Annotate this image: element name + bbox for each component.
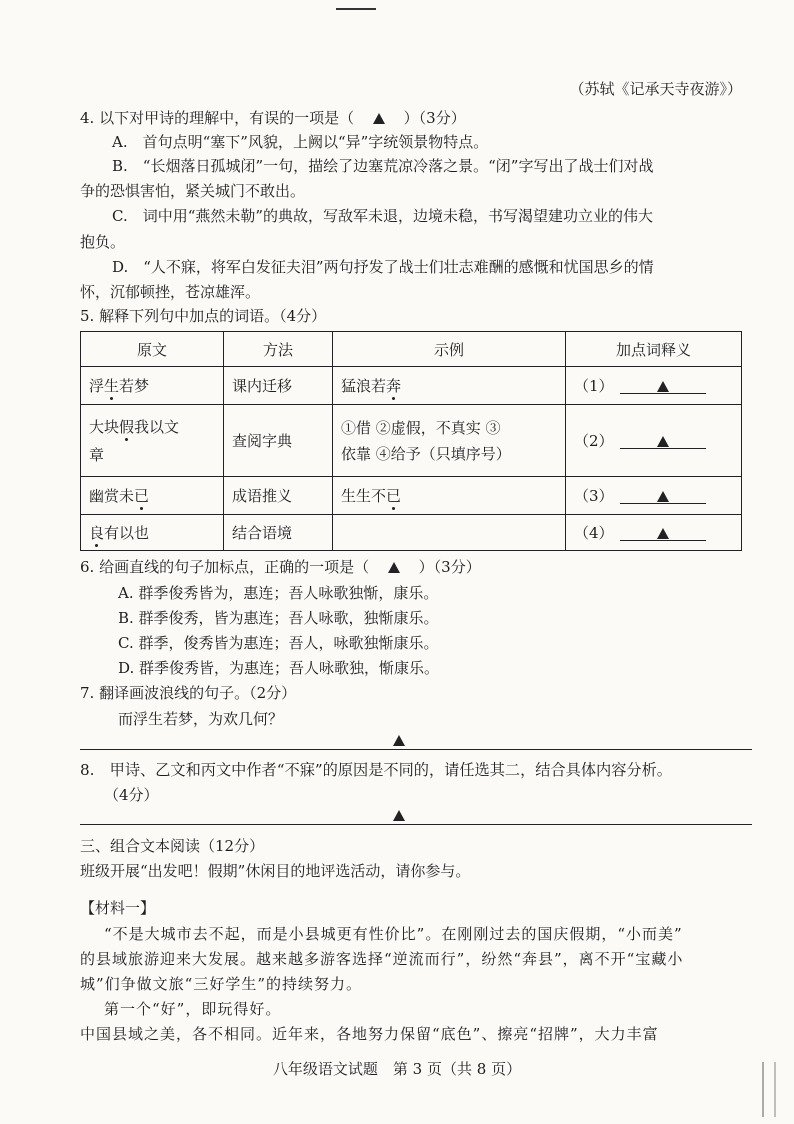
q4-option-a: A. 首句点明“塞下”风貌，上阙以“异”字统领景物特点。 bbox=[112, 133, 489, 151]
q4-option-b-cont: 争的恐惧害怕，紧关城门不敢出。 bbox=[80, 182, 306, 200]
table-row bbox=[81, 367, 742, 405]
q4-stem: 4. 以下对甲诗的理解中，有误的一项是（ ）（3分） bbox=[80, 109, 466, 127]
q6-option-a: A. 群季俊秀皆为，惠连；吾人咏歌独惭，康乐。 bbox=[118, 584, 439, 602]
table-header: 原文 bbox=[81, 332, 224, 367]
top-mark bbox=[336, 8, 376, 10]
answer-blank[interactable] bbox=[620, 489, 706, 504]
table-cell-method: 查阅字典 bbox=[224, 405, 333, 477]
table-cell-original: 良有以也 bbox=[81, 515, 224, 551]
table-cell-method: 课内迁移 bbox=[224, 367, 333, 405]
q4-option-c-cont: 抱负。 bbox=[80, 233, 126, 251]
table-header: 加点词释义 bbox=[566, 332, 742, 367]
table-header-row bbox=[81, 332, 742, 367]
answer-line[interactable] bbox=[80, 749, 752, 750]
q6-option-d: D. 群季俊秀皆，为惠连；吾人咏歌独，惭康乐。 bbox=[118, 659, 440, 677]
q5-stem: 5. 解释下列句中加点的词语。（4分） bbox=[80, 307, 327, 325]
table-cell-example bbox=[333, 515, 566, 551]
answer-blank[interactable] bbox=[620, 434, 706, 449]
section-title: 三、组合文本阅读（12分） bbox=[80, 837, 265, 855]
q6-option-c: C. 群季，俊秀皆为惠连；吾人，咏歌独惭康乐。 bbox=[118, 634, 439, 652]
q4-option-c: C. 词中用“燕然未勒”的典故，写敌军未退，边境未稳，书写渴望建功立业的伟大 bbox=[112, 207, 654, 225]
table-cell-answer: （1） bbox=[566, 367, 742, 405]
table-cell-answer: （2） bbox=[566, 405, 742, 477]
material-paragraph: “不是大城市去不起，而是小县城更有性价比”。在刚刚过去的国庆假期，“小而美” bbox=[104, 925, 683, 943]
poem-source: （苏轼《记承天寺夜游》） bbox=[569, 80, 742, 98]
answer-triangle-icon bbox=[657, 491, 669, 502]
q4-option-d: D. “人不寐，将军白发征夫泪”两句抒发了战士们壮志难酬的感慨和忧国思乡的情 bbox=[112, 258, 654, 276]
material-paragraph: 城”们争做文旅“三好学生”的持续努力。 bbox=[80, 975, 363, 993]
table-cell-example: 猛浪若奔 bbox=[333, 367, 566, 405]
table-cell-example: 生生不已 bbox=[333, 477, 566, 515]
table-row bbox=[81, 515, 742, 551]
q8-points: （4分） bbox=[104, 786, 159, 804]
table-cell-answer: （3） bbox=[566, 477, 742, 515]
q7-stem: 7. 翻译画波浪线的句子。（2分） bbox=[80, 684, 297, 702]
material-paragraph: 中国县域之美，各不相同。近年来，各地努力保留“底色”、擦亮“招牌”，大力丰富 bbox=[80, 1025, 659, 1043]
table-header: 示例 bbox=[333, 332, 566, 367]
answer-blank[interactable] bbox=[620, 526, 706, 541]
vocab-table bbox=[80, 331, 742, 551]
table-cell-method: 结合语境 bbox=[224, 515, 333, 551]
q6-option-b: B. 群季俊秀，皆为惠连；吾人咏歌，独惭康乐。 bbox=[118, 609, 439, 627]
page-footer: 八年级语文试题 第 3 页（共 8 页） bbox=[272, 1060, 522, 1078]
answer-blank[interactable] bbox=[620, 379, 706, 394]
page-edge bbox=[762, 1062, 776, 1117]
table-row bbox=[81, 405, 742, 477]
material-label: 【材料一】 bbox=[80, 899, 156, 917]
table-cell-answer: （4） bbox=[566, 515, 742, 551]
table-cell-example: ①借 ②虚假，不真实 ③ 依靠 ④给予（只填序号） bbox=[333, 405, 566, 477]
table-cell-original: 大块假我以文 章 bbox=[81, 405, 224, 477]
answer-triangle-icon bbox=[657, 528, 669, 539]
q7-sentence: 而浮生若梦，为欢几何？ bbox=[118, 710, 284, 728]
answer-triangle-icon bbox=[657, 436, 669, 447]
table-cell-original: 幽赏未已 bbox=[81, 477, 224, 515]
material-paragraph: 第一个“好”，即玩得好。 bbox=[104, 1000, 282, 1018]
q6-stem: 6. 给画直线的句子加标点，正确的一项是（ ）（3分） bbox=[80, 558, 481, 576]
q4-option-d-cont: 怀，沉郁顿挫，苍凉雄浑。 bbox=[80, 283, 261, 301]
q4-option-b: B. “长烟落日孤城闭”一句，描绘了边塞荒凉冷落之景。“闭”字写出了战士们对战 bbox=[112, 157, 654, 175]
answer-triangle-icon bbox=[657, 381, 669, 392]
answer-triangle-icon bbox=[393, 810, 405, 821]
table-cell-method: 成语推义 bbox=[224, 477, 333, 515]
answer-line[interactable] bbox=[80, 824, 752, 825]
table-cell-original: 浮生若梦 bbox=[81, 367, 224, 405]
answer-triangle-icon bbox=[388, 562, 400, 573]
q8-stem: 8. 甲诗、乙文和丙文中作者“不寐”的原因是不同的，请任选其二，结合具体内容分析。 bbox=[80, 761, 672, 779]
answer-triangle-icon bbox=[393, 735, 405, 746]
table-header: 方法 bbox=[224, 332, 333, 367]
table-row bbox=[81, 477, 742, 515]
material-paragraph: 的县域旅游迎来大发展。越来越多游客选择“逆流而行”，纷然“奔县”，离不开“宝藏小 bbox=[80, 950, 684, 968]
section-intro: 班级开展“出发吧！假期”休闲目的地评选活动，请你参与。 bbox=[80, 862, 471, 880]
answer-triangle-icon bbox=[373, 113, 385, 124]
